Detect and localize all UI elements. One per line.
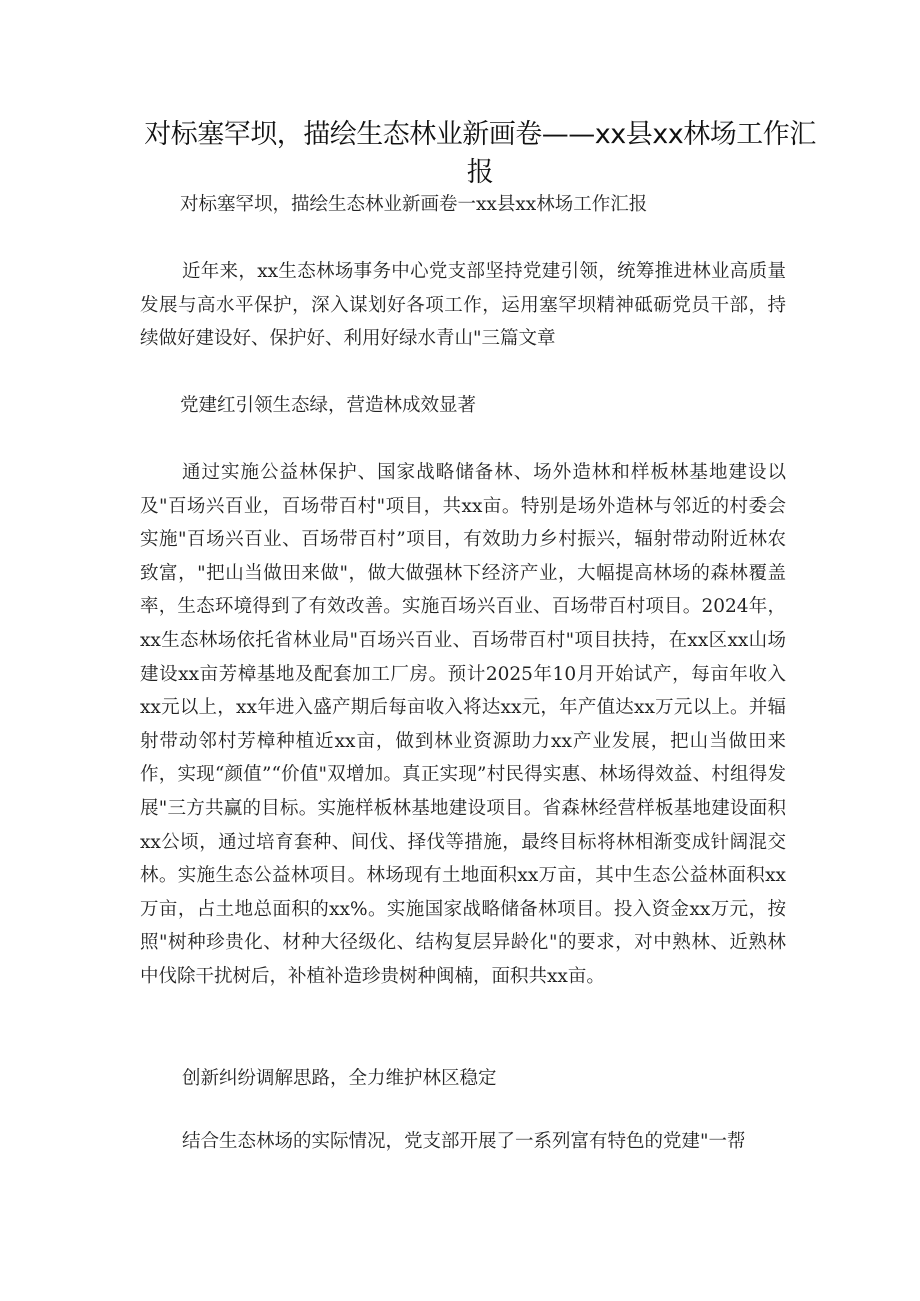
section-body-dispute-mediation: 结合生态林场的实际情况，党支部开展了一系列富有特色的党建"一帮 [182, 1131, 746, 1152]
section-heading-party-building: 党建红引领生态绿，营造林成效显著 [180, 395, 477, 416]
intro-paragraph: 近年来，xx生态林场事务中心党支部坚持党建引领，统筹推进林业高质量发展与高水平保护，深入谋划好各项工作，运用塞罕坝精神砥砺党员干部，持续做好建设好、保护好、利用好绿水青山"三篇文章 [140, 261, 786, 350]
section-heading-dispute-mediation: 创新纠纷调解思路，全力维护林区稳定 [182, 1068, 497, 1089]
section-body-afforestation: 通过实施公益林保护、国家战略储备林、场外造林和样板林基地建设以及"百场兴百业，百场带百村"项目，共xx亩。特别是场外造林与邻近的村委会实施"百场兴百业、百场带百村”项目，有效助力乡村振兴，辐射带动附近林农致富，"把山当做田来做"，做大做强林下经济产业，大幅提高林场的森林覆盖率，生态环境得到了有效改善。实施百场兴百业、百场带百村项目。2024年，xx生态林场依托省林业局"百场兴百业、百场带百村"项目扶持，在xx区xx山场建设xx亩芳樟基地及配套加工厂房。预计2025年10月开始试产，每亩年收入xx元以上，xx年进入盛产期后每亩收入将达xx元，年产值达xx万元以上。并辐射带动邻村芳樟种植近xx亩，做到林业资源助力xx产业发展，把山当做田来作，实现“颜值”“价值"双增加。真正实现”村民得实惠、林场得效益、村组得发展"三方共赢的目标。实施样板林基地建设项目。省森林经营样板基地建设面积xx公顷，通过培育套种、间伐、择伐等措施，最终目标将林相渐变成针阔混交林。实施生态公益林项目。林场现有土地面积xx万亩，其中生态公益林面积xx万亩，占土地总面积的xx%。实施国家战略储备林项目。投入资金xx万元，按照"树种珍贵化、材种大径级化、结构复层异龄化"的要求，对中熟林、近熟林中伐除干扰树后，补植补造珍贵树种闽楠，面积共xx亩。 [140, 462, 786, 987]
document-subtitle: 对标塞罕坝，描绘生态林业新画卷一xx县xx林场工作汇报 [180, 194, 648, 215]
document-title: 对标塞罕坝，描绘生态林业新画卷——xx县xx林场工作汇报 [144, 119, 816, 188]
